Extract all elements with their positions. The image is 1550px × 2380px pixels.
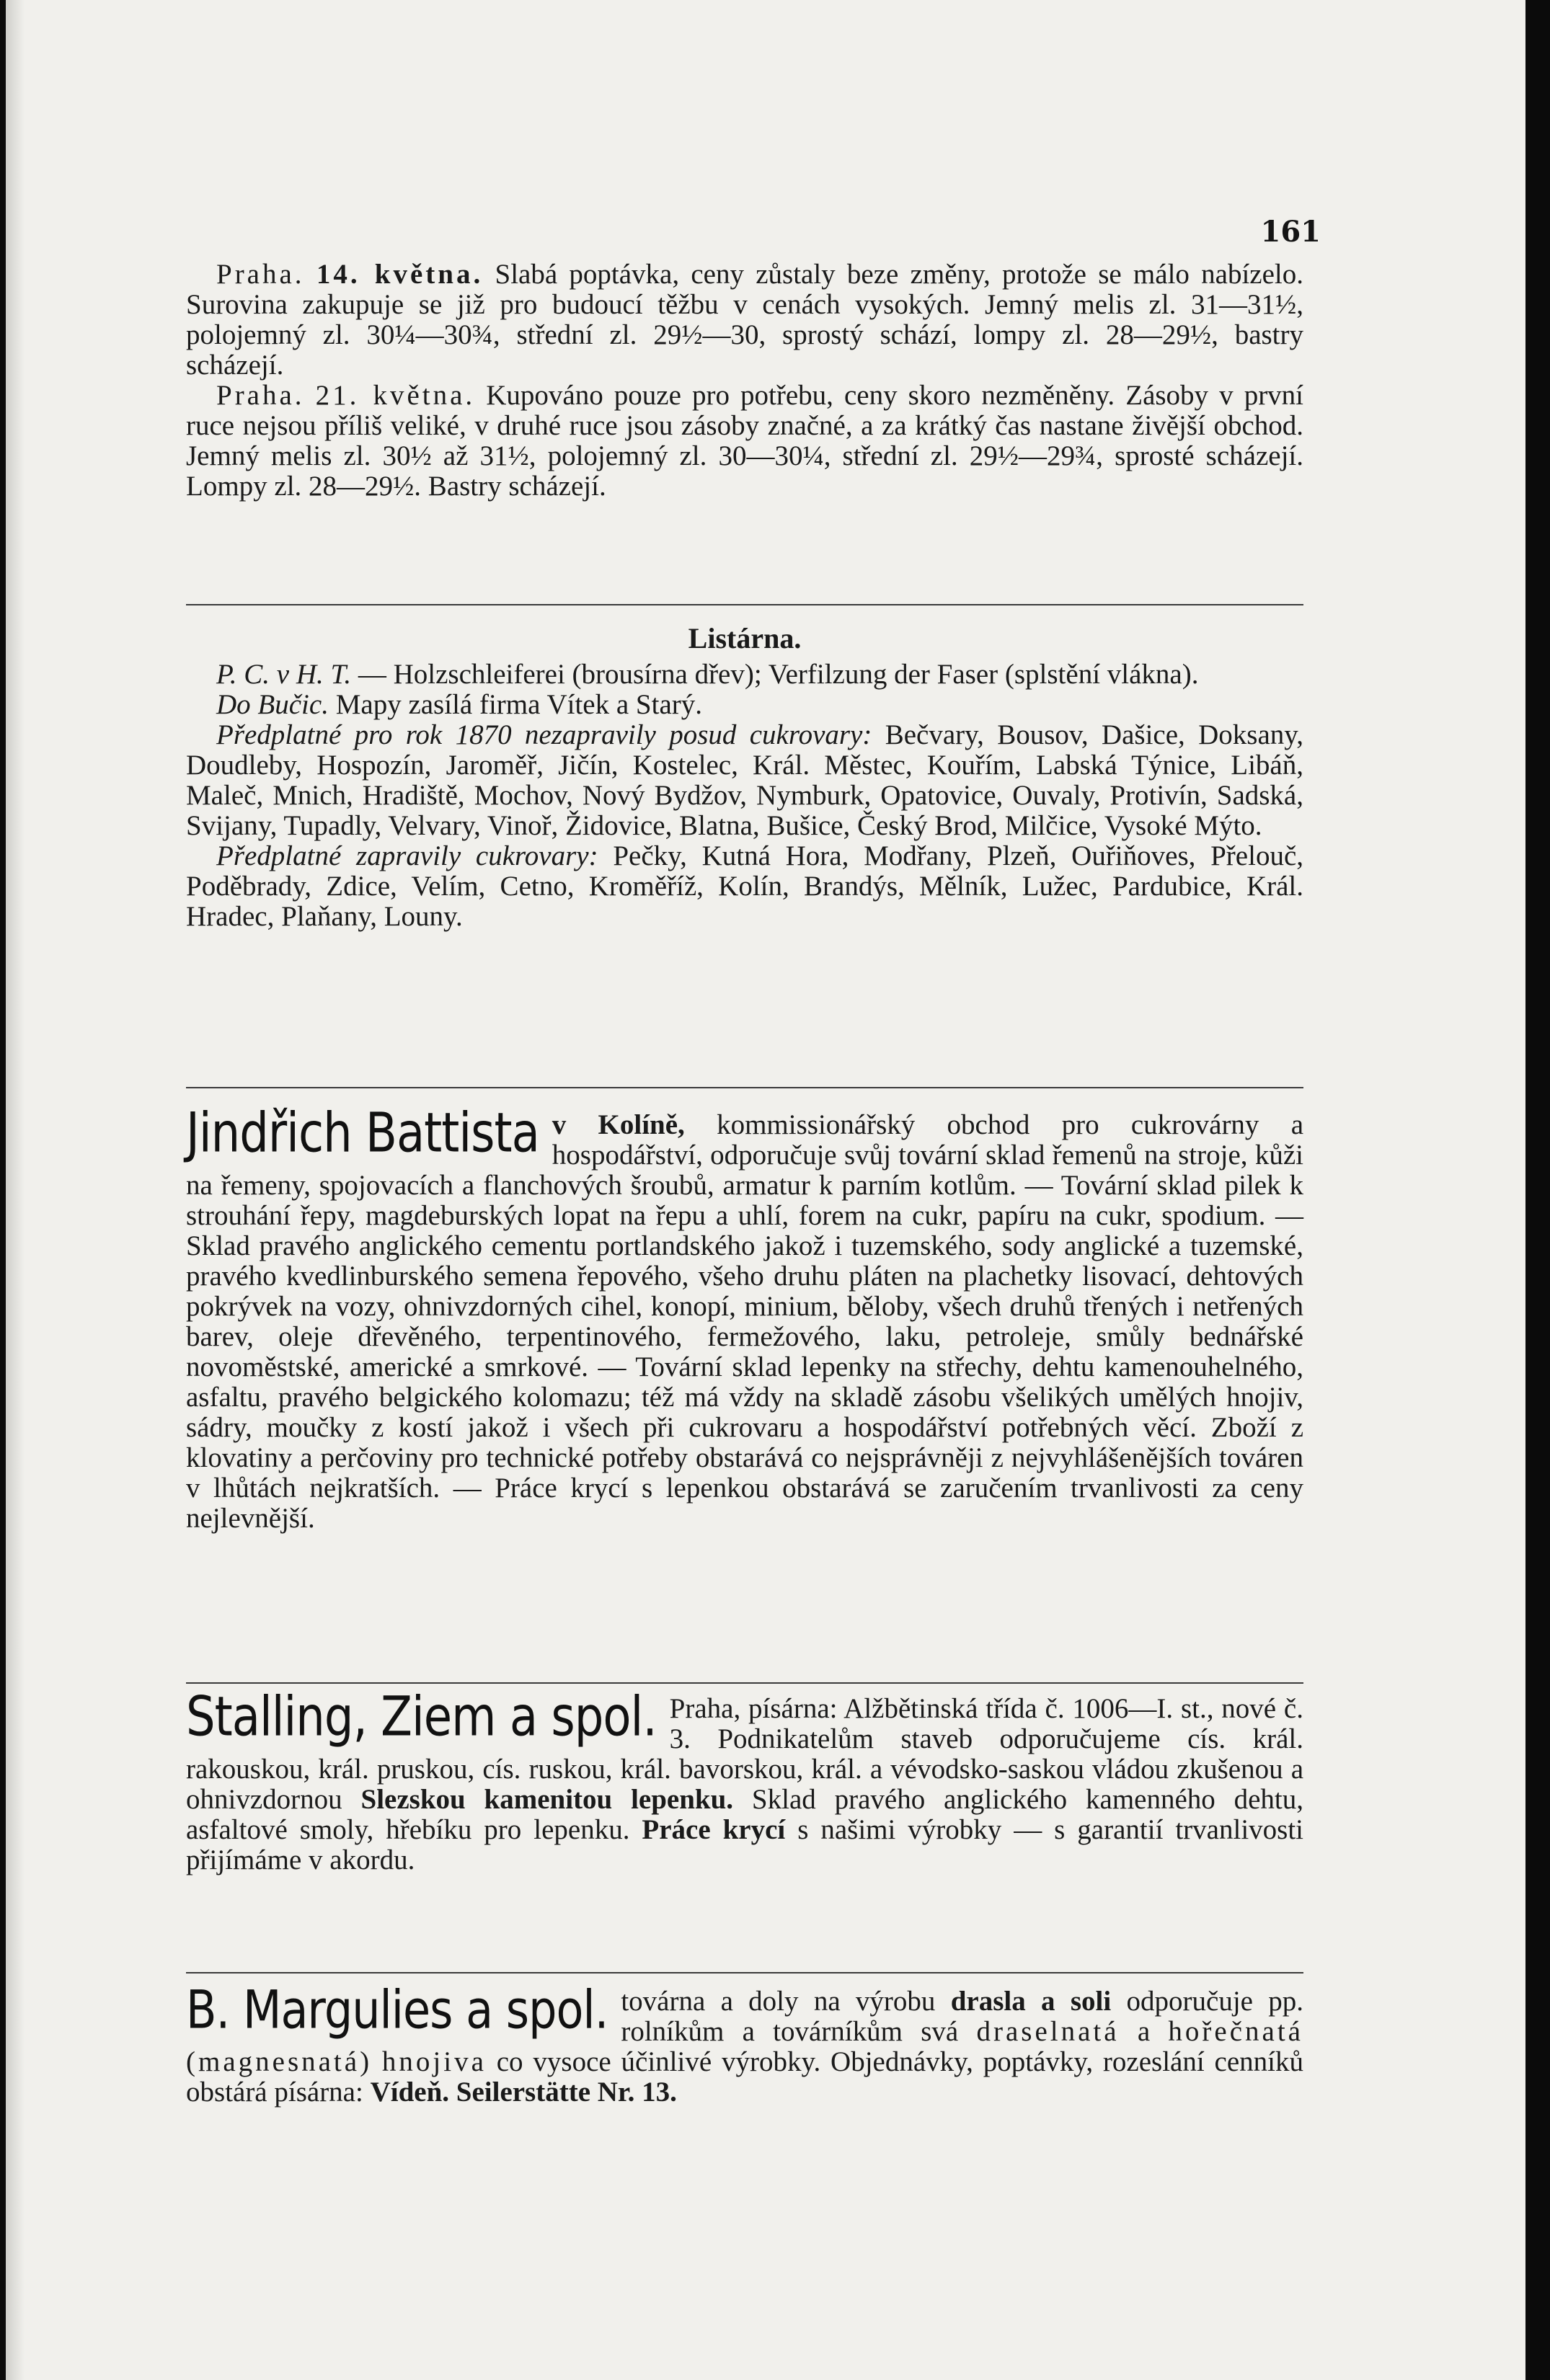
listarna-item-text: Pečky, Kutná Hora, Modřany, Plzeň, Ouřiňoves, Přelouč, Poděbrady, Zdice, Velím, Cetno, Kroměříž, Kolín, Brandýs, Mělník, Lužec, Pardubice, Král. Hradec, Plaňany, Louny. <box>186 840 1304 932</box>
listarna-item-text: Bečvary, Bousov, Dašice, Doksany, Doudleby, Hospozín, Jaroměř, Jičín, Kostelec, Král. Městec, Kouřím, Labská Týnice, Libáň, Maleč, Mnich, Hradiště, Mochov, Nový Bydžov, Nymburk, Opatovice, Ouvaly, Protivín, Sadská, Svijany, Tupadly, Velvary, Vinoř, Židovice, Blatna, Bušice, Český Brod, Milčice, Vysoké Mýto. <box>186 719 1303 841</box>
ad-firm-name: Jindřich Battista <box>186 1102 539 1165</box>
ad-stalling-ziem <box>186 1686 1304 1875</box>
ad-body <box>186 1979 1304 2108</box>
ad-bold-text: Práce krycí <box>642 1814 786 1845</box>
report-city: Praha. <box>216 259 305 290</box>
listarna-item <box>186 690 1303 720</box>
ad-spaced-text: draselnatá <box>976 2016 1120 2047</box>
ad-body <box>186 1102 1304 1534</box>
report-city: Praha. <box>216 380 305 411</box>
ad-firm-name: B. Margulies a spol. <box>186 1979 608 2041</box>
report-21-may <box>186 381 1303 502</box>
listarna-section <box>186 621 1303 932</box>
ad-margulies <box>186 1979 1304 2108</box>
ad-text: továrna a doly na výrobu <box>621 1986 936 2017</box>
ad-bold-text: Vídeň. Seilerstätte Nr. 13. <box>370 2077 677 2108</box>
ad-text: s našimi výrobky — s garantií trvanlivosti přijímáme v akordu. <box>186 1814 1304 1875</box>
report-date: 21. května. <box>315 380 476 411</box>
ad-body <box>186 1686 1304 1875</box>
page-edge-shadow <box>6 0 25 2380</box>
market-report-section <box>186 259 1303 502</box>
report-14-may <box>186 259 1303 381</box>
ad-bold-text: drasla a soli <box>950 1986 1112 2017</box>
page-number: 161 <box>1260 215 1321 249</box>
listarna-item-text: — Holzschleiferei (brousírna dřev); Verfilzung der Faser (splstění vlákna). <box>358 659 1199 690</box>
report-text: Slabá poptávka, ceny zůstaly beze změny, protože se málo nabízelo. Surovina zakupuje se již pro budoucí těžbu v cenách vysokých. Jemný melis zl. 31—31½, polojemný zl. 30¼—30¾, střední zl. 29½—30, sprostý schází, lompy zl. 28—29½, bastry scházejí. <box>186 259 1304 381</box>
ad-text: co vysoce účinlivé výrobky. Objednávky, poptávky, rozeslání cenníků obstárá písárna: <box>186 2046 1303 2108</box>
listarna-item-label: Předplatné zapravily cukrovary: <box>216 840 598 871</box>
ad-text: odporučuje pp. rolníkům a továrníkům svá <box>621 1986 1304 2047</box>
ad-bold-text: Slezskou kamenitou lepenku. <box>360 1784 734 1815</box>
rule-4 <box>186 1972 1303 1973</box>
ad-firm-name: Stalling, Ziem a spol. <box>186 1686 657 1749</box>
listarna-heading: Listárna. <box>688 622 802 654</box>
listarna-item <box>186 660 1303 690</box>
ad-text: Sklad pravého anglického kamenného dehtu, asfaltové smoly, hřebíku pro lepenku. <box>186 1784 1304 1845</box>
listarna-item <box>186 720 1303 841</box>
ad-text: a <box>1137 2016 1151 2047</box>
ad-jindrich-battista <box>186 1102 1304 1534</box>
ad-spaced-text: hnojiva <box>381 2046 487 2077</box>
rule-1 <box>186 604 1303 605</box>
listarna-item <box>186 841 1303 932</box>
listarna-item-label: Do Bučic. <box>216 689 329 720</box>
ad-spaced-text: hořečnatá (magnesnatá) <box>186 2016 1303 2077</box>
report-text: Kupováno pouze pro potřebu, ceny skoro nezměněny. Zásoby v první ruce nejsou příliš veliké, v druhé ruce jsou zásoby značné, a za krátký čas nastane živější obchod. Jemný melis zl. 30½ až 31½, polojemný zl. 30—30¼, střední zl. 29½—29¾, sprosté scházejí. Lompy zl. 28—29½. Bastry scházejí. <box>186 380 1304 502</box>
listarna-item-text: Mapy zasílá firma Vítek a Starý. <box>335 689 702 720</box>
report-date: 14. května. <box>316 259 484 290</box>
ad-text: Praha, písárna: Alžbětinská třída č. 1006—I. st., nové č. 3. Podnikatelům staveb odporučujeme cís. král. rakouskou, král. pruskou, cís. ruskou, král. bavorskou, král. a vévodsko-saskou vládou zkušenou a ohnivzdornou <box>186 1693 1303 1815</box>
ad-text: kommissionářský obchod pro cukrovárny a hospodářství, odporučuje svůj tovární sklad řemenů na stroje, kůži na řemeny, spojovacích a flanchových šroubů, armatur k parním kotlům. — Tovární sklad pilek k strouhání řepy, magdeburských lopat na řepu a uhlí, forem na cukr, papíru na cukr, spodium. — Sklad pravého anglického cementu portlandského jakož i tuzemského, sody anglické a tuzemské, pravého kvedlinburského semena řepového, všeho druhu pláten na plachetky lisovací, dehtových pokrývek na vozy, ohnivzdorných cihel, konopí, minium, běloby, všech druhů třených i netřených barev, oleje dřevěného, terpentinového, fermežového, laku, petroleje, smůly bednářské novoměstské, americké a smrkové. — Tovární sklad lepenky na střechy, dehtu kamenouhelného, asfaltu, pravého belgického kolomazu; též má vždy na skladě zásobu všelikých umělých hnojiv, sádry, moučky z kostí jakož i všech při cukrovaru a hospodářství potřebných věcí. Zboží z klovatiny a perčoviny pro technické potřeby obstarává co nejsprávněji z nejvyhlášenějších továren v lhůtách nejkratších. — Práce krycí s lepenkou obstarává se zaručením trvanlivosti za ceny nejlevnější. <box>186 1109 1304 1534</box>
listarna-item-label: Předplatné pro rok 1870 nezapravily posud cukrovary: <box>216 719 872 750</box>
rule-2 <box>186 1087 1303 1088</box>
listarna-item-label: P. C. v H. T. <box>216 659 352 690</box>
ad-place: v Kolíně, <box>552 1109 685 1140</box>
